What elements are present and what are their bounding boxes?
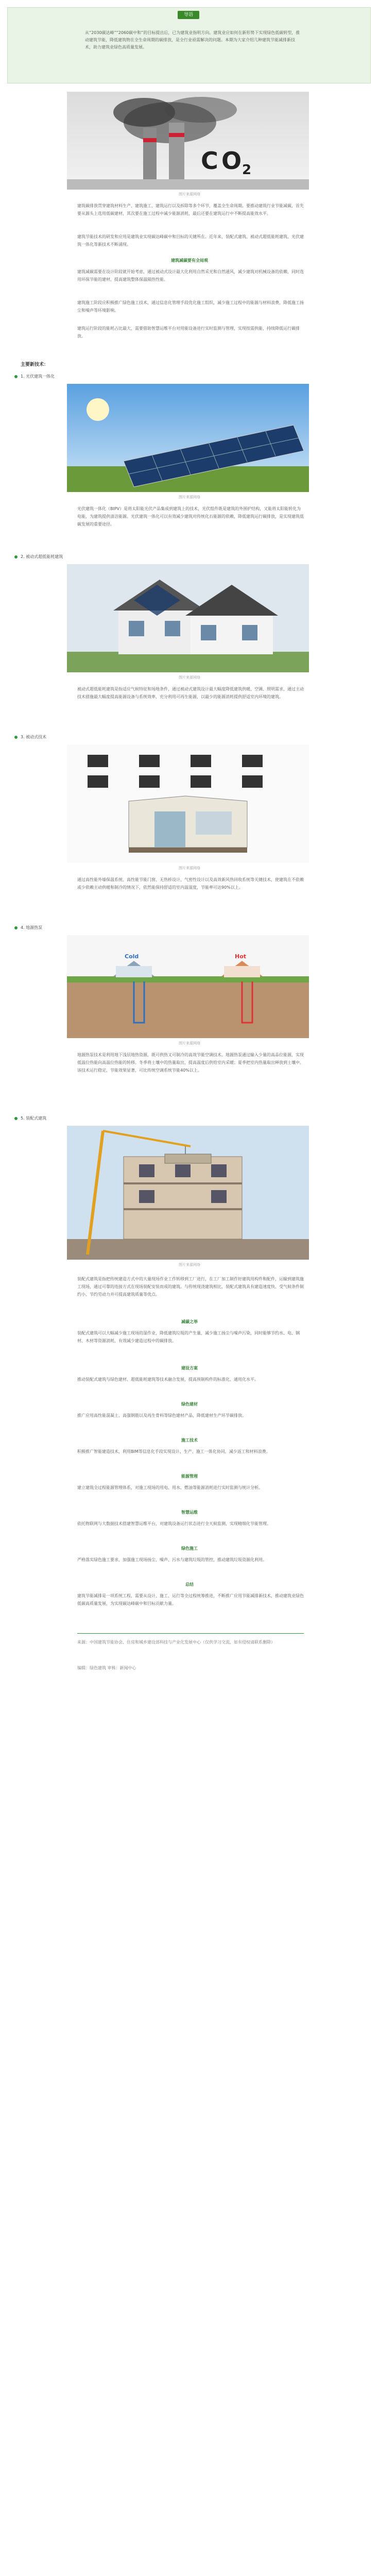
item5-para-5: 积极推广智能建造技术，利用BIM等信息化手段实现设计、生产、施工一体化协同，减少返工和材料浪费。 <box>77 1449 270 1454</box>
item1-marker <box>14 375 18 378</box>
svg-text:2: 2 <box>242 162 252 178</box>
svg-text:C: C <box>201 147 218 175</box>
item3-marker <box>14 736 18 739</box>
main-techniques-title: 主要新技术： <box>21 362 49 367</box>
image-caption: 图片来源网络 <box>179 192 200 196</box>
section1-para-3: 建筑减碳需要在设计阶段就开始考虑，通过被动式设计最大化利用自然采光和自然通风，减少建筑对机械设备的依赖，同时选用环保节能的建材，提高建筑整体保温隔热性能。 <box>77 269 304 282</box>
cold-label: Cold <box>125 953 139 960</box>
item5-para-8: 严格落实绿色施工要求，加强施工现场扬尘、噪声、污水与建筑垃圾的管控，推动建筑垃圾资源化利用。 <box>77 1557 267 1562</box>
section1-subtitle: 建筑减碳要有全局观 <box>171 258 208 263</box>
section1-para-5: 建筑运行阶段的能耗占比最大，需要借助智慧运维平台对用能设备进行实时监测与管理，实现按需供能，持续降低运行碳排放。 <box>77 326 300 338</box>
section1-para-2: 建筑节能技术的研发和应用是建筑业实现碳达峰碳中和目标的关键所在。近年来，装配式建筑、被动式超低能耗建筑、光伏建筑一体化等新技术不断涌现。 <box>77 234 304 247</box>
item5-label: 5. 装配式建筑 <box>21 1116 47 1121</box>
svg-text:O: O <box>221 147 242 175</box>
intro-tag: 导语 <box>178 11 199 19</box>
section1-para-1: 建筑碳排放贯穿建筑材料生产、建筑施工、建筑运行以及拆除等多个环节，覆盖全生命周期。要推动建筑行业节能减碳，首先要从源头上选用低碳建材，其次要在施工过程中减少能源消耗，最后还要在建筑运行中不断提高能效水平。 <box>77 204 304 216</box>
item2-label: 2. 被动式超低能耗建筑 <box>21 554 63 559</box>
item3-label: 3. 被动式技术 <box>21 735 47 739</box>
item5-para-2: 装配式建筑可以大幅减少施工现场的湿作业，降低建筑垃圾的产生量，减少施工扬尘与噪声污染，同时能够节约水、电、钢材、木材等资源消耗，有效减少建造过程中的碳排放。 <box>77 1331 300 1343</box>
item5-para-1: 装配式建筑是指把传统建造方式中的大量现场作业工作转移到工厂进行，在工厂加工制作好建筑用构件和配件，运输到建筑施工现场，通过可靠的连接方式在现场装配安装而成的建筑。与传统现浇建筑相比，装配式建筑具有建造速度快、受气候条件制约小、节约劳动力并可提高建筑质量等优点。 <box>77 1277 304 1297</box>
item5-heading-5: 能源管理 <box>181 1474 198 1479</box>
passive-technique-diagram <box>67 744 309 863</box>
section1-para-4: 建筑施工阶段应积极推广绿色施工技术，通过信息化管理手段优化施工组织，减少施工过程中的能源与材料浪费，降低施工扬尘和噪声等环境影响。 <box>77 300 304 313</box>
footer-text: 编辑：绿色建筑 审核：新闻中心 <box>77 1666 136 1670</box>
ground-source-heat-pump-diagram <box>67 935 309 1038</box>
item4-text: 地源热泵技术是利用地下浅层地热资源，既可供热又可制冷的高效节能空调技术。地源热泵通过输入少量的高品位能源，实现低温位热能向高温位热能的转移。冬季将土壤中的热量取出，提高温度后供给室内采暖；夏季把室内热量取出释放到土壤中。该技术运行稳定，节能效果显著，可比传统空调系统节能40%以上。 <box>77 1053 304 1073</box>
item5-heading-2: 建设方案 <box>181 1366 198 1370</box>
image-caption: 图片来源网络 <box>179 1263 200 1267</box>
item1-label: 1. 光伏建筑一体化 <box>21 374 55 379</box>
item3-text: 通过高性能外墙保温系统、高性能节能门窗、无热桥设计、气密性设计以及高效新风热回收系统等关键技术，使建筑在不依赖或少依赖主动供暖和制冷的情况下，依然能保持舒适的室内温湿度，节能率可达90%以上。 <box>77 877 304 890</box>
hot-label: Hot <box>235 953 247 960</box>
item5-heading-3: 绿色建材 <box>181 1402 198 1406</box>
divider <box>77 1633 304 1634</box>
intro-card <box>7 7 371 83</box>
sources-text: 来源：中国建筑节能协会、住房和城乡建设部科技与产业化发展中心（仅供学习交流，如有侵权请联系删除） <box>77 1640 275 1645</box>
co2-chimney-image <box>67 92 309 190</box>
item2-text: 被动式超低能耗建筑是指适应气候特征和场地条件，通过被动式建筑设计最大幅度降低建筑供暖、空调、照明需求，通过主动技术措施最大幅度提高能源设备与系统效率，充分利用可再生能源，以最少的能源消耗提供舒适室内环境的建筑。 <box>77 687 304 699</box>
item2-marker <box>14 555 18 558</box>
item1-text: 光伏建筑一体化（BIPV）是将太阳能光伏产品集成到建筑上的技术，光伏组件既是建筑的外围护结构，又能将太阳能转化为电能，为建筑提供清洁能源。光伏建筑一体化可以有效减少建筑对传统化石能源的依赖，降低建筑运行碳排放，是实现建筑低碳发展的重要途径。 <box>77 506 304 527</box>
item5-para-6: 建立建筑全过程能源管理体系，对施工现场的用电、用水、燃油等能源消耗进行实时监测与统计分析。 <box>77 1485 263 1490</box>
image-caption: 图片来源网络 <box>179 866 200 870</box>
item5-marker <box>14 1117 18 1120</box>
item4-marker <box>14 926 18 929</box>
item5-heading-1: 减碳之举 <box>181 1319 198 1324</box>
item5-para-3: 推动装配式建筑与绿色建材、超低能耗建筑等技术融合发展，提高预制构件的标准化、通用化水平。 <box>77 1377 259 1382</box>
solar-panels-image <box>67 384 309 492</box>
item5-para-4: 推广应用高性能混凝土、高强钢筋以及再生骨料等绿色建材产品，降低建材生产环节碳排放。 <box>77 1413 246 1418</box>
item5-heading-6: 智慧运维 <box>181 1510 198 1515</box>
image-caption: 图片来源网络 <box>179 495 200 499</box>
item5-heading-8: 总结 <box>185 1582 194 1587</box>
prefab-building-image <box>67 1126 309 1260</box>
item5-para-9: 建筑节能减排是一项系统工程，需要从设计、施工、运行等全过程统筹推进，不断推广应用节能减排新技术，推动建筑业绿色低碳高质量发展，为实现碳达峰碳中和目标贡献力量。 <box>77 1594 304 1606</box>
passive-house-image <box>67 564 309 672</box>
image-caption: 图片来源网络 <box>179 1041 200 1045</box>
item5-heading-7: 绿色施工 <box>181 1546 198 1551</box>
item5-para-7: 依托物联网与大数据技术搭建智慧运维平台，对建筑设备运行状态进行全天候监测，实现精细化节能管理。 <box>77 1521 271 1526</box>
item5-heading-4: 施工技术 <box>181 1438 198 1443</box>
intro-text: 从“2030碳达峰”“2060碳中和”的目标提出后，已为建筑业指明方向。建筑业应如何在新形势下实现绿色低碳转型，推动建筑节能，降低建筑物在全生命周期的碳排放，是全行业亟需解决的问题。本期为大家介绍几种建筑节能减排新技术，助力建筑业绿色高质量发展。 <box>85 30 300 49</box>
image-caption: 图片来源网络 <box>179 675 200 680</box>
item4-label: 4. 地源热泵 <box>21 925 43 930</box>
